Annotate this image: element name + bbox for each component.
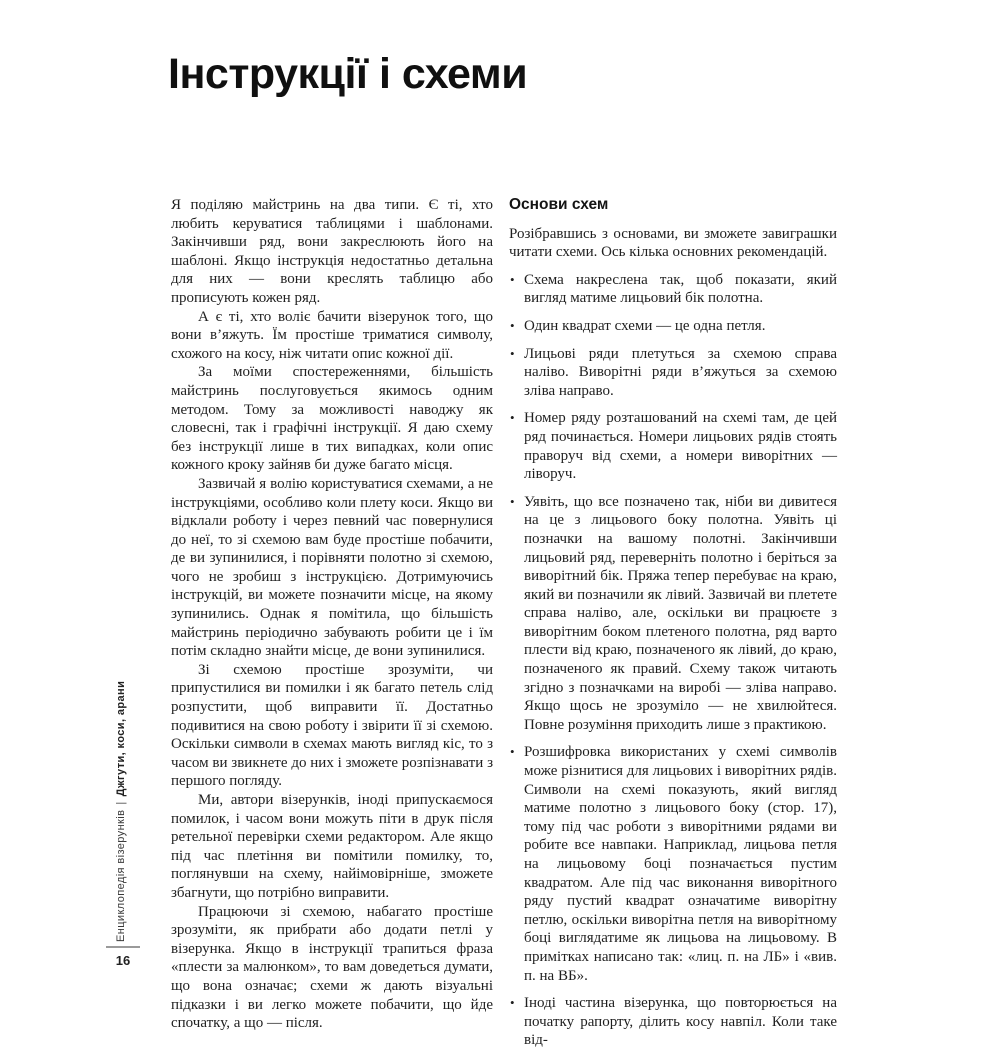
left-column xyxy=(171,196,493,1050)
page-number: 16 xyxy=(115,953,131,968)
paragraph: Зі схемою простіше зрозуміти, чи припустилися ви помилки і як багато петель слід розпустити, щоб виправити її. Достатньо подивитися на свою роботу і звірити її зі схемою. Оскільки символи в схемах мають вигляд кіс, то з часом ви звикнете до них і зможете розпізнавати з першого погляду. xyxy=(171,661,493,790)
list-item: • Номер ряду розташований на схемі там, де цей ряд починається. Номери лицьових рядів стоять праворуч від схеми, а номери виворітних — ліворуч. xyxy=(509,409,837,483)
list-item: • Один квадрат схеми — це одна петля. xyxy=(509,317,837,336)
separator: | xyxy=(115,801,127,805)
sidebar-running-title xyxy=(115,681,127,942)
text-columns xyxy=(171,196,837,1050)
list-item: • Розшифровка використаних у схемі символів може різнитися для лицьових і виворітних рядів. Символи на схемі показують, який вигляд матиме полотно з лицьового боку (стор. 17), тому під час роботи з виворітними рядами ви робите все навпаки. Наприклад, лицьова петля на лицьовому боці позначається пустим квадратом. Але під час виконання виворітного ряду пустий квадрат означатиме виворітну петлю, оскільки виворітна петля на виворітному боці виглядатиме як лицьова на лицьовому. В примітках написано так: «лиц. п. на ЛБ» і «вив. п. на ВБ». xyxy=(509,743,837,985)
folio xyxy=(106,946,140,968)
paragraph: А є ті, хто воліє бачити візерунок того, що вони в’яжуть. Їм простіше триматися символу, схожого на косу, ніж читати опис кожної дії. xyxy=(171,308,493,362)
paragraph: Працюючи зі схемою, набагато простіше зрозуміти, як прибрати або додати петлі у візерунка. Якщо в інструкції трапиться фраза «плести за малюнком», то вам доведеться думати, що вона означає; схеми ж дають візуальні підказки і ви легко можете побачити, що йде спочатку, а що — після. xyxy=(171,903,493,1032)
list-item: • Лицьові ряди плетуться за схемою справа наліво. Виворітні ряди в’яжуться за схемою зліва направо. xyxy=(509,345,837,401)
list-item: • Уявіть, що все позначено так, ніби ви дивитеся на це з лицьового боку полотна. Уявіть ці позначки на вашому полотні. Закінчивши лицьовий ряд, переверніть полотно і беріться за виворітний бік. Пряжа тепер перебуває на краю, який ви позначили як лівий. Зазвичай ви плетете справа наліво, але, оскільки ви працюєте з виворітним боком плетеного полотна, ряд варто плести від краю, позначеного як лівий, до краю, позначеного як правий. Схему також читають згідно з позначками на виробі — зліва направо. Якщо щось не зрозуміло — не хвилюйтеся. Повне розуміння приходить лише з практикою. xyxy=(509,493,837,735)
section-title: Джгути, коси, арани xyxy=(115,680,127,797)
paragraph: Я поділяю майстринь на два типи. Є ті, хто любить керуватися таблицями і шаблонами. Закінчивши ряд, вони закреслюють його на шаблоні. Якщо інструкція недостатньо детальна для них — вони креслять таблицю або прописують кожен ряд. xyxy=(171,197,493,306)
list-item: • Іноді частина візерунка, що повторюється на початку рапорту, ділить косу навпіл. Коли таке від- xyxy=(509,994,837,1050)
series-title: Енциклопедія візерунків xyxy=(115,809,127,942)
list-item: • Схема накреслена так, щоб показати, який вигляд матиме лицьовий бік полотна. xyxy=(509,271,837,308)
paragraph: За моїми спостереженнями, більшість майстринь послуговується якимось одним методом. Тому за можливості наводжу як словесні, так і графічні інструкції. Я даю схему без інструкції лише в тих випадках, коли опис кожного кроку зайняв би дуже багато місця. xyxy=(171,364,493,474)
paragraph: Ми, автори візерунків, іноді припускаємося помилок, і часом вони можуть піти в друк після ретельної перевірки схеми редактором. Але якщо під час плетіння ви помітили помилку, то, поглянувши на схему, найімовірніше, зможете збагнути, що потрібно виправити. xyxy=(171,792,493,901)
section-heading: Основи схем xyxy=(509,196,609,213)
section-intro: Розібравшись з основами, ви зможете завиграшки читати схеми. Ось кілька основних рекомендацій. xyxy=(509,225,837,261)
folio-rule xyxy=(106,946,140,948)
paragraph: Зазвичай я волію користуватися схемами, а не інструкціями, особливо коли плету коси. Якщо ви відклали роботу і через певний час повернулися до неї, то зі схемою вам буде простіше побачити, де ви зупинилися, і порівняти полотно зі схемою, чого не зробиш з інструкцією. Дотримуючись інструкцій, ви можете позначити місце, на якому зупинились. Однак я помітила, що більшість майстринь періодично забувають робити це і їм потім складно знайти місце, де вони зупинилися. xyxy=(171,475,493,660)
right-column xyxy=(509,196,837,1050)
page-title: Інструкції і схеми xyxy=(168,50,528,98)
recommendations-list xyxy=(509,271,837,1050)
